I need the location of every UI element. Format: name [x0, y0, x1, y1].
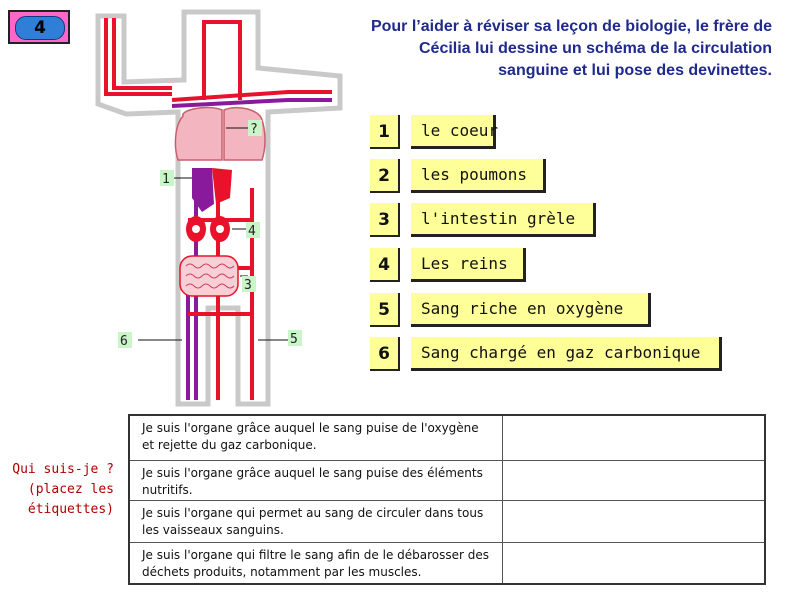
page-title: Pour l’aider à réviser sa leçon de biologie, le frère de Cécilia lui dessine un schéma de la circulation sanguine et lui pose des devinettes. [370, 18, 772, 79]
riddle-1: Je suis l'organe grâce auquel le sang puise de l'oxygène et rejette du gaz carbonique. [130, 416, 502, 461]
riddles-table [128, 414, 766, 585]
intestine-organ [180, 256, 238, 296]
answer-num-3: 3 [370, 203, 400, 237]
question-prompt: Qui suis-je ? (placez les étiquettes) [12, 462, 114, 517]
riddle-3: Je suis l'organe qui permet au sang de circuler dans tous les vaisseaux sanguins. [130, 501, 502, 543]
answer-label-4[interactable]: Les reins [411, 248, 526, 282]
arm-vein-right [172, 100, 332, 106]
diagram-label-6: 6 [120, 334, 128, 349]
slide-number: 4 [15, 16, 65, 40]
answer-num-1: 1 [370, 115, 400, 149]
answer-label-3[interactable]: l'intestin grèle [411, 203, 596, 237]
drop-zone-2[interactable] [502, 461, 764, 501]
diagram-label-q: ? [250, 122, 258, 137]
diagram-label-1: 1 [162, 172, 170, 187]
head-vessels [204, 22, 240, 100]
diagram-label-4: 4 [248, 224, 256, 239]
slide-number-badge [8, 10, 70, 44]
answer-num-2: 2 [370, 159, 400, 193]
answer-num-6: 6 [370, 337, 400, 371]
drop-zone-3[interactable] [502, 501, 764, 543]
answer-label-2[interactable]: les poumons [411, 159, 546, 193]
circulation-diagram [88, 8, 360, 408]
answer-num-4: 4 [370, 248, 400, 282]
answer-label-6[interactable]: Sang chargé en gaz carbonique [411, 337, 722, 371]
drop-zone-4[interactable] [502, 543, 764, 583]
riddle-4: Je suis l'organe qui filtre le sang afin de le débarosser des déchets produits, notamment par les muscles. [142, 548, 490, 579]
drop-zone-1[interactable] [502, 416, 764, 461]
riddle-2: Je suis l'organe grâce auquel le sang puise des éléments nutritifs. [130, 461, 502, 501]
diagram-label-3: 3 [244, 278, 252, 293]
answer-label-1[interactable]: le coeur [411, 115, 496, 149]
heart-organ [192, 168, 232, 212]
diagram-label-5: 5 [290, 332, 298, 347]
answer-label-5[interactable]: Sang riche en oxygène [411, 293, 651, 327]
answer-num-5: 5 [370, 293, 400, 327]
